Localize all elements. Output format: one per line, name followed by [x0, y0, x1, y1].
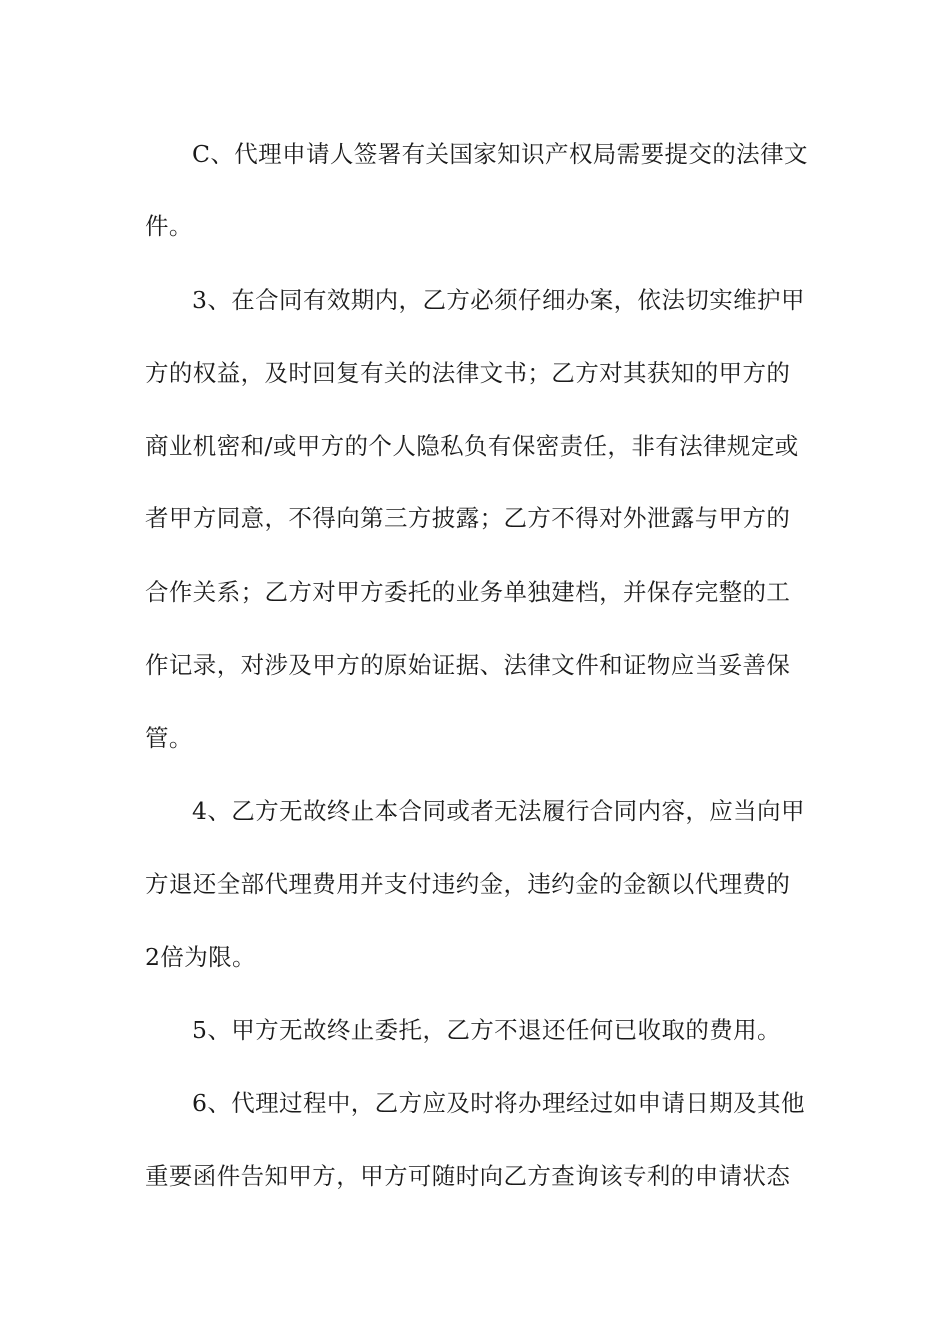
paragraph-3-line-5: 合作关系；乙方对甲方委托的业务单独建档，并保存完整的工: [145, 578, 791, 606]
paragraph-5-line-1: 5、甲方无故终止委托，乙方不退还任何已收取的费用。: [192, 1016, 781, 1044]
paragraph-3-line-6: 作记录，对涉及甲方的原始证据、法律文件和证物应当妥善保: [145, 651, 791, 679]
paragraph-3-line-4: 者甲方同意，不得向第三方披露；乙方不得对外泄露与甲方的: [145, 504, 791, 532]
paragraph-4-line-1: 4、乙方无故终止本合同或者无法履行合同内容，应当向甲: [192, 797, 805, 825]
paragraph-6-line-1: 6、代理过程中，乙方应及时将办理经过如申请日期及其他: [192, 1089, 805, 1117]
paragraph-3-line-1: 3、在合同有效期内，乙方必须仔细办案，依法切实维护甲: [192, 286, 805, 314]
paragraph-c-line-2: 件。: [145, 212, 193, 240]
paragraph-6-line-2: 重要函件告知甲方，甲方可随时向乙方查询该专利的申请状态: [145, 1162, 791, 1190]
paragraph-3-line-3: 商业机密和/或甲方的个人隐私负有保密责任，非有法律规定或: [145, 432, 799, 460]
paragraph-3-line-7: 管。: [145, 724, 193, 752]
paragraph-4-line-3: 2倍为限。: [145, 943, 256, 971]
paragraph-3-line-2: 方的权益，及时回复有关的法律文书；乙方对其获知的甲方的: [145, 359, 791, 387]
paragraph-4-line-2: 方退还全部代理费用并支付违约金，违约金的金额以代理费的: [145, 870, 791, 898]
paragraph-c-line-1: C、代理申请人签署有关国家知识产权局需要提交的法律文: [192, 140, 808, 168]
